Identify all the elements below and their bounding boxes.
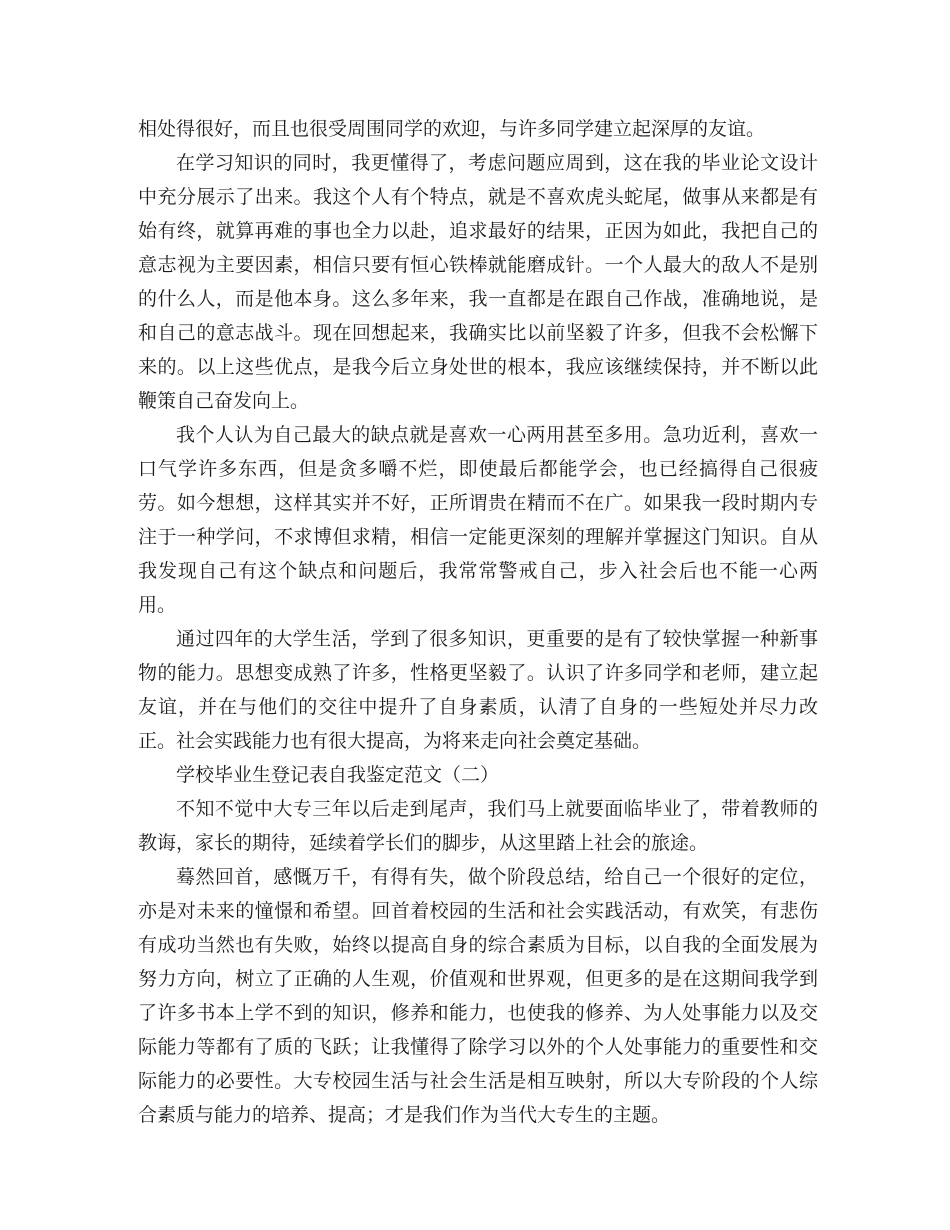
document-page	[138, 112, 818, 1132]
paragraph-continued: 相处得很好，而且也很受周围同学的欢迎，与许多同学建立起深厚的友谊。	[138, 118, 766, 140]
paragraph-perseverance: 在学习知识的同时，我更懂得了，考虑问题应周到，这在我的毕业论文设计中充分展示了出来。我这个人有个特点，就是不喜欢虎头蛇尾，做事从来都是有始有终，就算再难的事也全力以赴，追求最好的结果，正因为如此，我把自己的意志视为主要因素，相信只要有恒心铁棒就能磨成针。一个人最大的敌人不是别的什么人，而是他本身。这么多年来，我一直都是在跟自己作战，准确地说，是和自己的意志战斗。现在回想起来，我确实比以前坚毅了许多，但我不会松懈下来的。以上这些优点，是我今后立身处世的根本，我应该继续保持，并不断以此鞭策自己奋发向上。	[138, 152, 818, 412]
section-heading: 学校毕业生登记表自我鉴定范文（二）	[176, 764, 500, 786]
paragraph-shortcomings: 我个人认为自己最大的缺点就是喜欢一心两用甚至多用。急功近利，喜欢一口气学许多东西，但是贪多嚼不烂，即使最后都能学会，也已经搞得自己很疲劳。如今想想，这样其实并不好，正所谓贵在精而不在广。如果我一段时期内专注于一种学问，不求博但求精，相信一定能更深刻的理解并掌握这门知识。自从我发现自己有这个缺点和问题后，我常常警戒自己，步入社会后也不能一心两用。	[138, 424, 818, 616]
paragraph-university-summary: 通过四年的大学生活，学到了很多知识，更重要的是有了较快掌握一种新事物的能力。思想变成熟了许多，性格更坚毅了。认识了许多同学和老师，建立起友谊，并在与他们的交往中提升了自身素质，认清了自身的一些短处并尽力改正。社会实践能力也有很大提高，为将来走向社会奠定基础。	[138, 628, 818, 752]
paragraph-reflection: 蓦然回首，感慨万千，有得有失，做个阶段总结，给自己一个很好的定位，亦是对未来的憧憬和希望。回首着校园的生活和社会实践活动，有欢笑，有悲伤有成功当然也有失败，始终以提高自身的综合素质为目标，以自我的全面发展为努力方向，树立了正确的人生观，价值观和世界观，但更多的是在这期间我学到了许多书本上学不到的知识，修养和能力，也使我的修养、为人处事能力以及交际能力等都有了质的飞跃；让我懂得了除学习以外的个人处事能力的重要性和交际能力的必要性。大专校园生活与社会生活是相互映射，所以大专阶段的个人综合素质与能力的培养、提高；才是我们作为当代大专生的主题。	[138, 866, 818, 1126]
paragraph-graduation: 不知不觉中大专三年以后走到尾声，我们马上就要面临毕业了，带着教师的教诲，家长的期待，延续着学长们的脚步，从这里踏上社会的旅途。	[138, 798, 818, 854]
